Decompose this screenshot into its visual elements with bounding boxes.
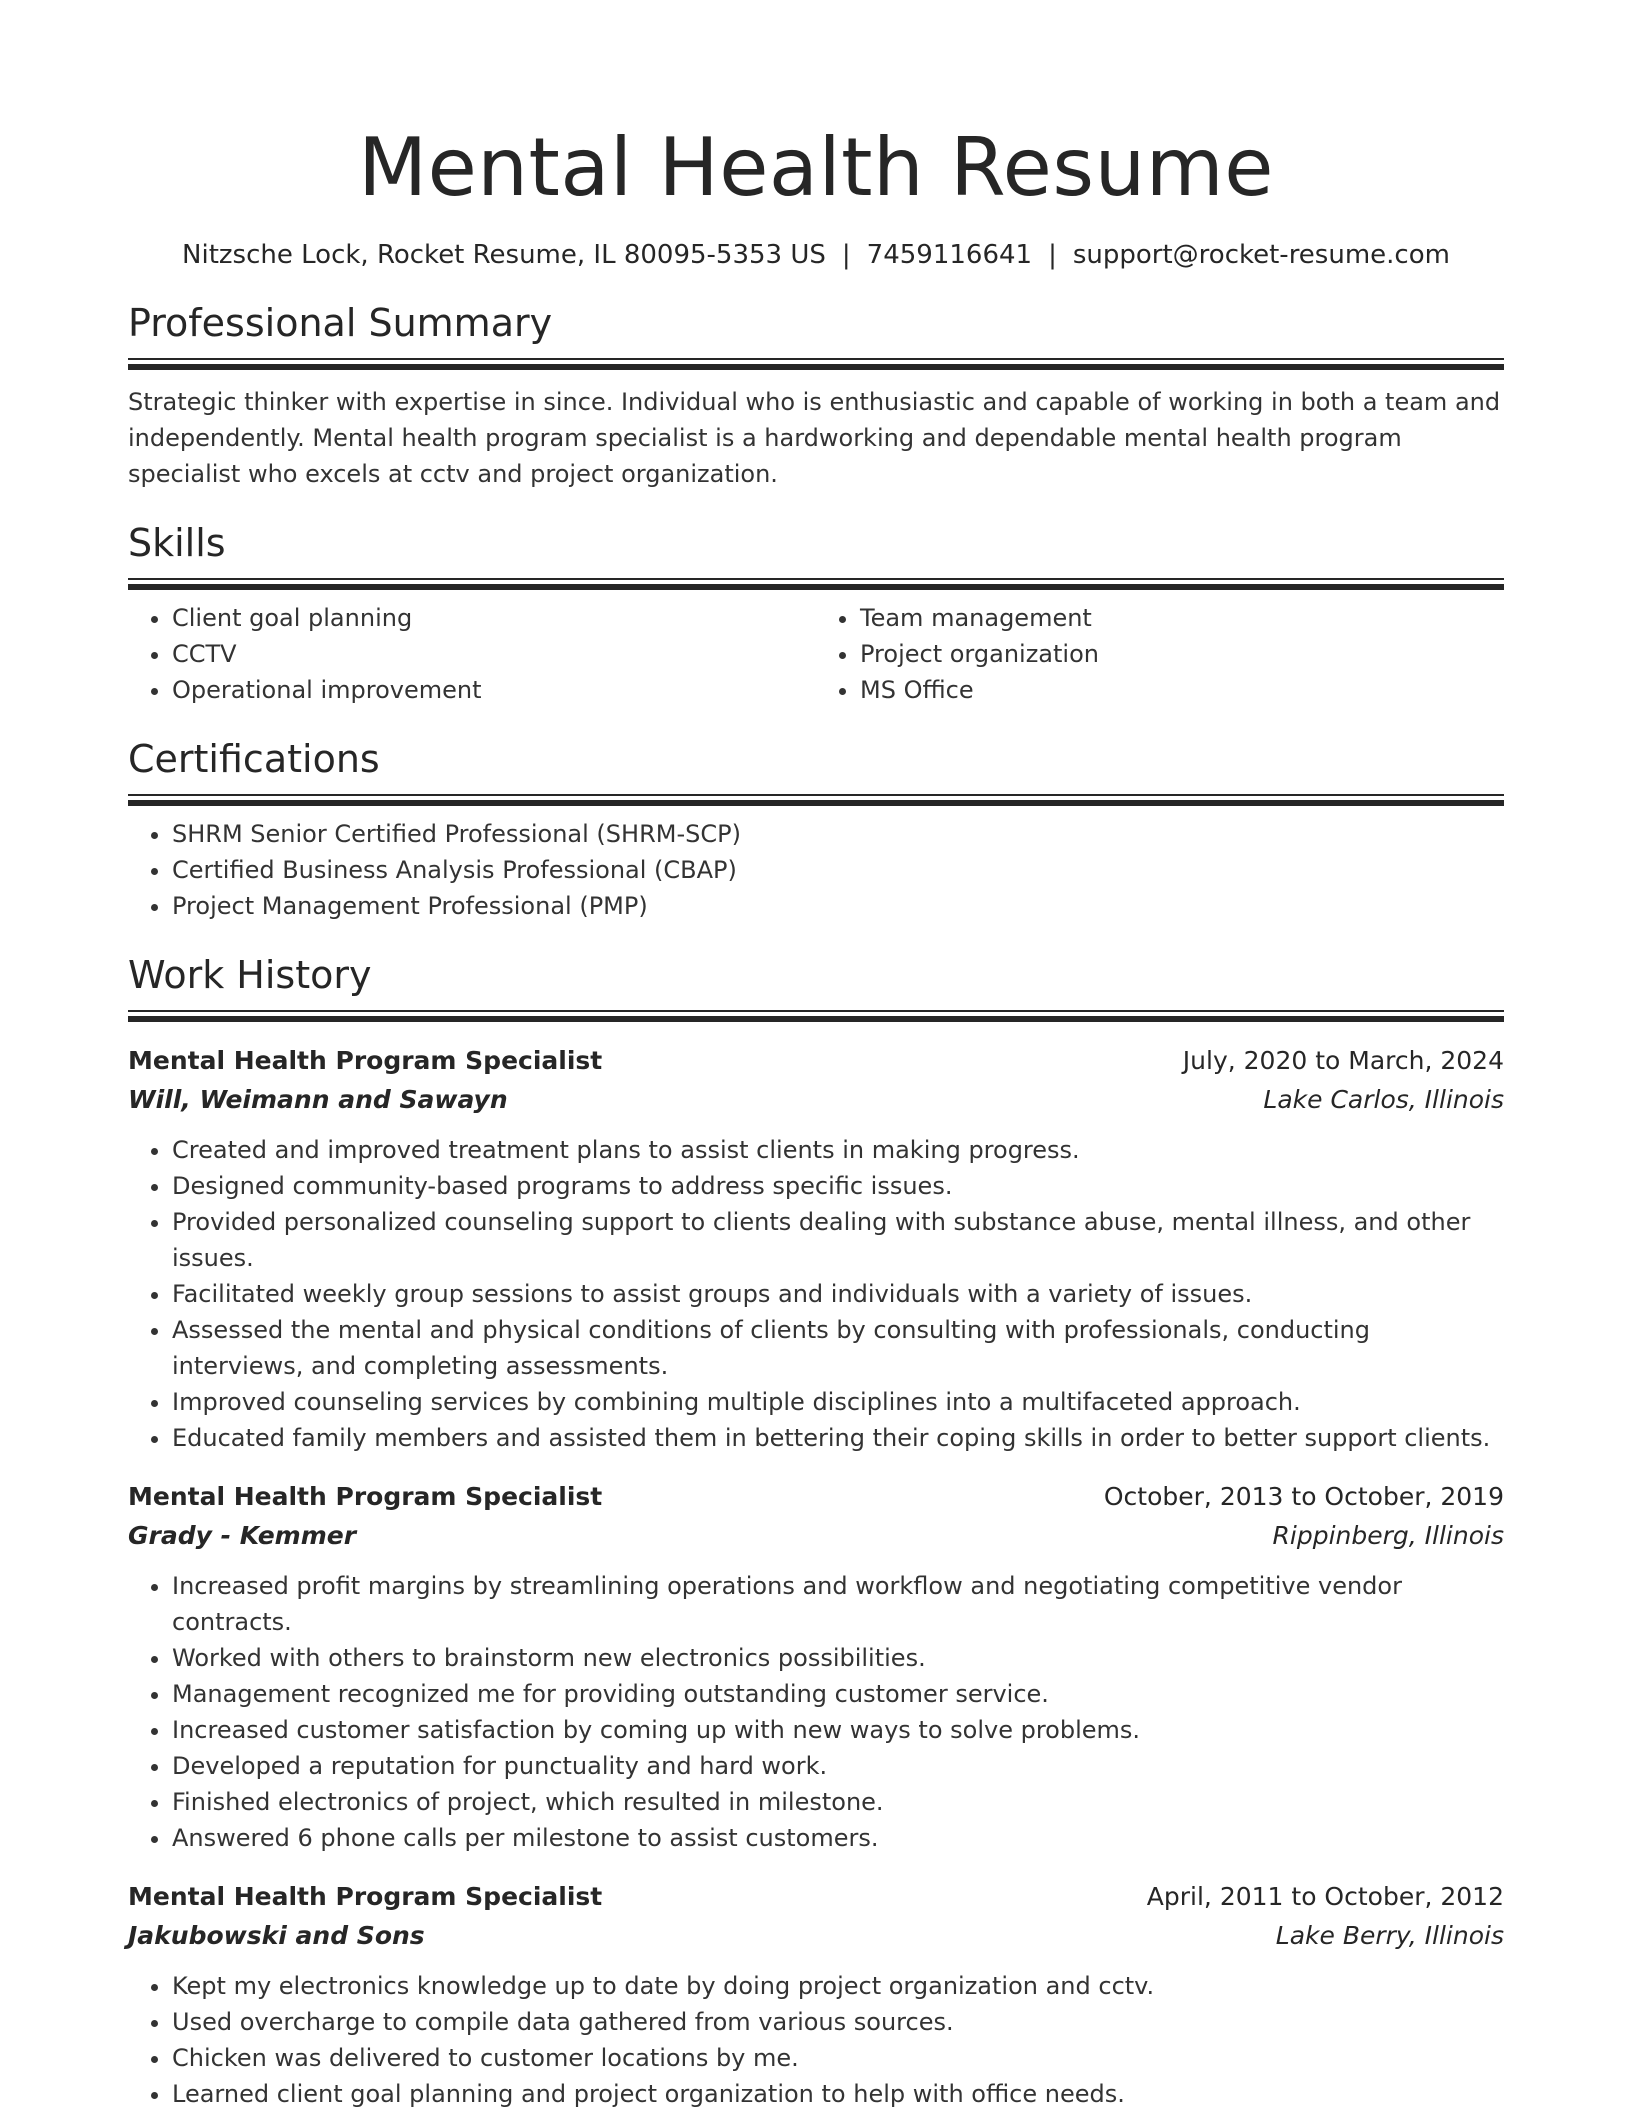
job-bullet: • Developed a reputation for punctuality and hard work. xyxy=(172,1748,1504,1784)
skill-item: • Operational improvement xyxy=(172,672,816,708)
job-header-row xyxy=(128,1042,1504,1080)
job-bullet: • Learned client goal planning and project organization to help with office needs. xyxy=(172,2076,1504,2112)
job-bullet: • Increased profit margins by streamlining operations and workflow and negotiating competitive vendor contracts. xyxy=(172,1568,1504,1640)
skills-list-right xyxy=(816,600,1504,708)
skills-list-left xyxy=(128,600,816,708)
skills-columns xyxy=(128,600,1504,708)
job-location: Lake Carlos, Illinois xyxy=(1263,1085,1504,1114)
skill-item: • Client goal planning xyxy=(172,600,816,636)
section-divider xyxy=(128,358,1504,368)
job-bullet: • Kept my electronics knowledge up to date by doing project organization and cctv. xyxy=(172,1968,1504,2004)
section-divider xyxy=(128,794,1504,804)
summary-section xyxy=(128,298,1504,492)
contact-separator: | xyxy=(841,240,851,270)
summary-text: Strategic thinker with expertise in since. Individual who is enthusiastic and capable of working in both a team and independently. Mental health program specialist is a hardworking and dependable mental health program specialist who excels at cctv and project organization. xyxy=(128,388,1501,488)
job-dates: July, 2020 to March, 2024 xyxy=(1182,1046,1504,1075)
job-title: Mental Health Program Specialist xyxy=(128,1482,603,1511)
job-company-row xyxy=(128,1516,1504,1556)
contact-phone: 7459116641 xyxy=(866,240,1033,270)
contact-email: support@rocket-resume.com xyxy=(1072,240,1450,270)
section-title-skills: Skills xyxy=(128,521,226,565)
job-bullet: • Finished electronics of project, which resulted in milestone. xyxy=(172,1784,1504,1820)
job-dates: October, 2013 to October, 2019 xyxy=(1103,1482,1504,1511)
job-bullet: • Increased customer satisfaction by coming up with new ways to solve problems. xyxy=(172,1712,1504,1748)
certifications-section xyxy=(128,734,1504,924)
work-history-section xyxy=(128,950,1504,2112)
certification-item: • SHRM Senior Certified Professional (SHRM-SCP) xyxy=(172,816,1504,852)
job-bullets xyxy=(128,1968,1504,2112)
section-title-certifications: Certifications xyxy=(128,737,380,781)
job-bullet: • Answered 6 phone calls per milestone to assist customers. xyxy=(172,1820,1504,1856)
job-entry xyxy=(128,1478,1504,1856)
job-bullets xyxy=(128,1132,1504,1456)
contact-address: Nitzsche Lock, Rocket Resume, IL 80095-5353 US xyxy=(182,240,826,270)
job-bullet: • Educated family members and assisted them in bettering their coping skills in order to better support clients. xyxy=(172,1420,1504,1456)
job-entry xyxy=(128,1878,1504,2112)
job-bullets xyxy=(128,1568,1504,1856)
job-bullet: • Created and improved treatment plans to assist clients in making progress. xyxy=(172,1132,1504,1168)
section-title-summary: Professional Summary xyxy=(128,301,553,345)
section-divider xyxy=(128,578,1504,588)
contact-separator: | xyxy=(1048,240,1057,270)
certification-item: • Project Management Professional (PMP) xyxy=(172,888,1504,924)
certification-item: • Certified Business Analysis Professional (CBAP) xyxy=(172,852,1504,888)
job-company: Jakubowski and Sons xyxy=(128,1921,425,1950)
job-bullet: • Management recognized me for providing outstanding customer service. xyxy=(172,1676,1504,1712)
job-bullet: • Assessed the mental and physical conditions of clients by consulting with professionals, conducting interviews, and completing assessments. xyxy=(172,1312,1504,1384)
contact-line xyxy=(128,238,1504,272)
resume-title: Mental Health Resume xyxy=(358,121,1274,214)
job-bullet: • Chicken was delivered to customer locations by me. xyxy=(172,2040,1504,2076)
job-company: Grady - Kemmer xyxy=(128,1521,357,1550)
job-bullet: • Used overcharge to compile data gathered from various sources. xyxy=(172,2004,1504,2040)
job-bullet: • Improved counseling services by combining multiple disciplines into a multifaceted approach. xyxy=(172,1384,1504,1420)
job-bullet: • Provided personalized counseling support to clients dealing with substance abuse, mental illness, and other issues. xyxy=(172,1204,1504,1276)
job-title: Mental Health Program Specialist xyxy=(128,1882,603,1911)
job-location: Rippinberg, Illinois xyxy=(1272,1521,1504,1550)
job-company-row xyxy=(128,1080,1504,1120)
skill-item: • Team management xyxy=(860,600,1504,636)
job-header-row xyxy=(128,1878,1504,1916)
job-bullet: • Facilitated weekly group sessions to assist groups and individuals with a variety of issues. xyxy=(172,1276,1504,1312)
job-location: Lake Berry, Illinois xyxy=(1275,1921,1504,1950)
job-bullet: • Worked with others to brainstorm new electronics possibilities. xyxy=(172,1640,1504,1676)
job-entry xyxy=(128,1042,1504,1456)
job-company-row xyxy=(128,1916,1504,1956)
job-bullet: • Designed community-based programs to address specific issues. xyxy=(172,1168,1504,1204)
skill-item: • MS Office xyxy=(860,672,1504,708)
skill-item: • CCTV xyxy=(172,636,816,672)
skills-section xyxy=(128,518,1504,708)
section-divider xyxy=(128,1010,1504,1020)
job-title: Mental Health Program Specialist xyxy=(128,1046,603,1075)
job-dates: April, 2011 to October, 2012 xyxy=(1146,1882,1504,1911)
job-header-row xyxy=(128,1478,1504,1516)
skill-item: • Project organization xyxy=(860,636,1504,672)
job-company: Will, Weimann and Sawayn xyxy=(128,1085,508,1114)
certifications-list xyxy=(128,816,1504,924)
section-title-work-history: Work History xyxy=(128,953,372,997)
